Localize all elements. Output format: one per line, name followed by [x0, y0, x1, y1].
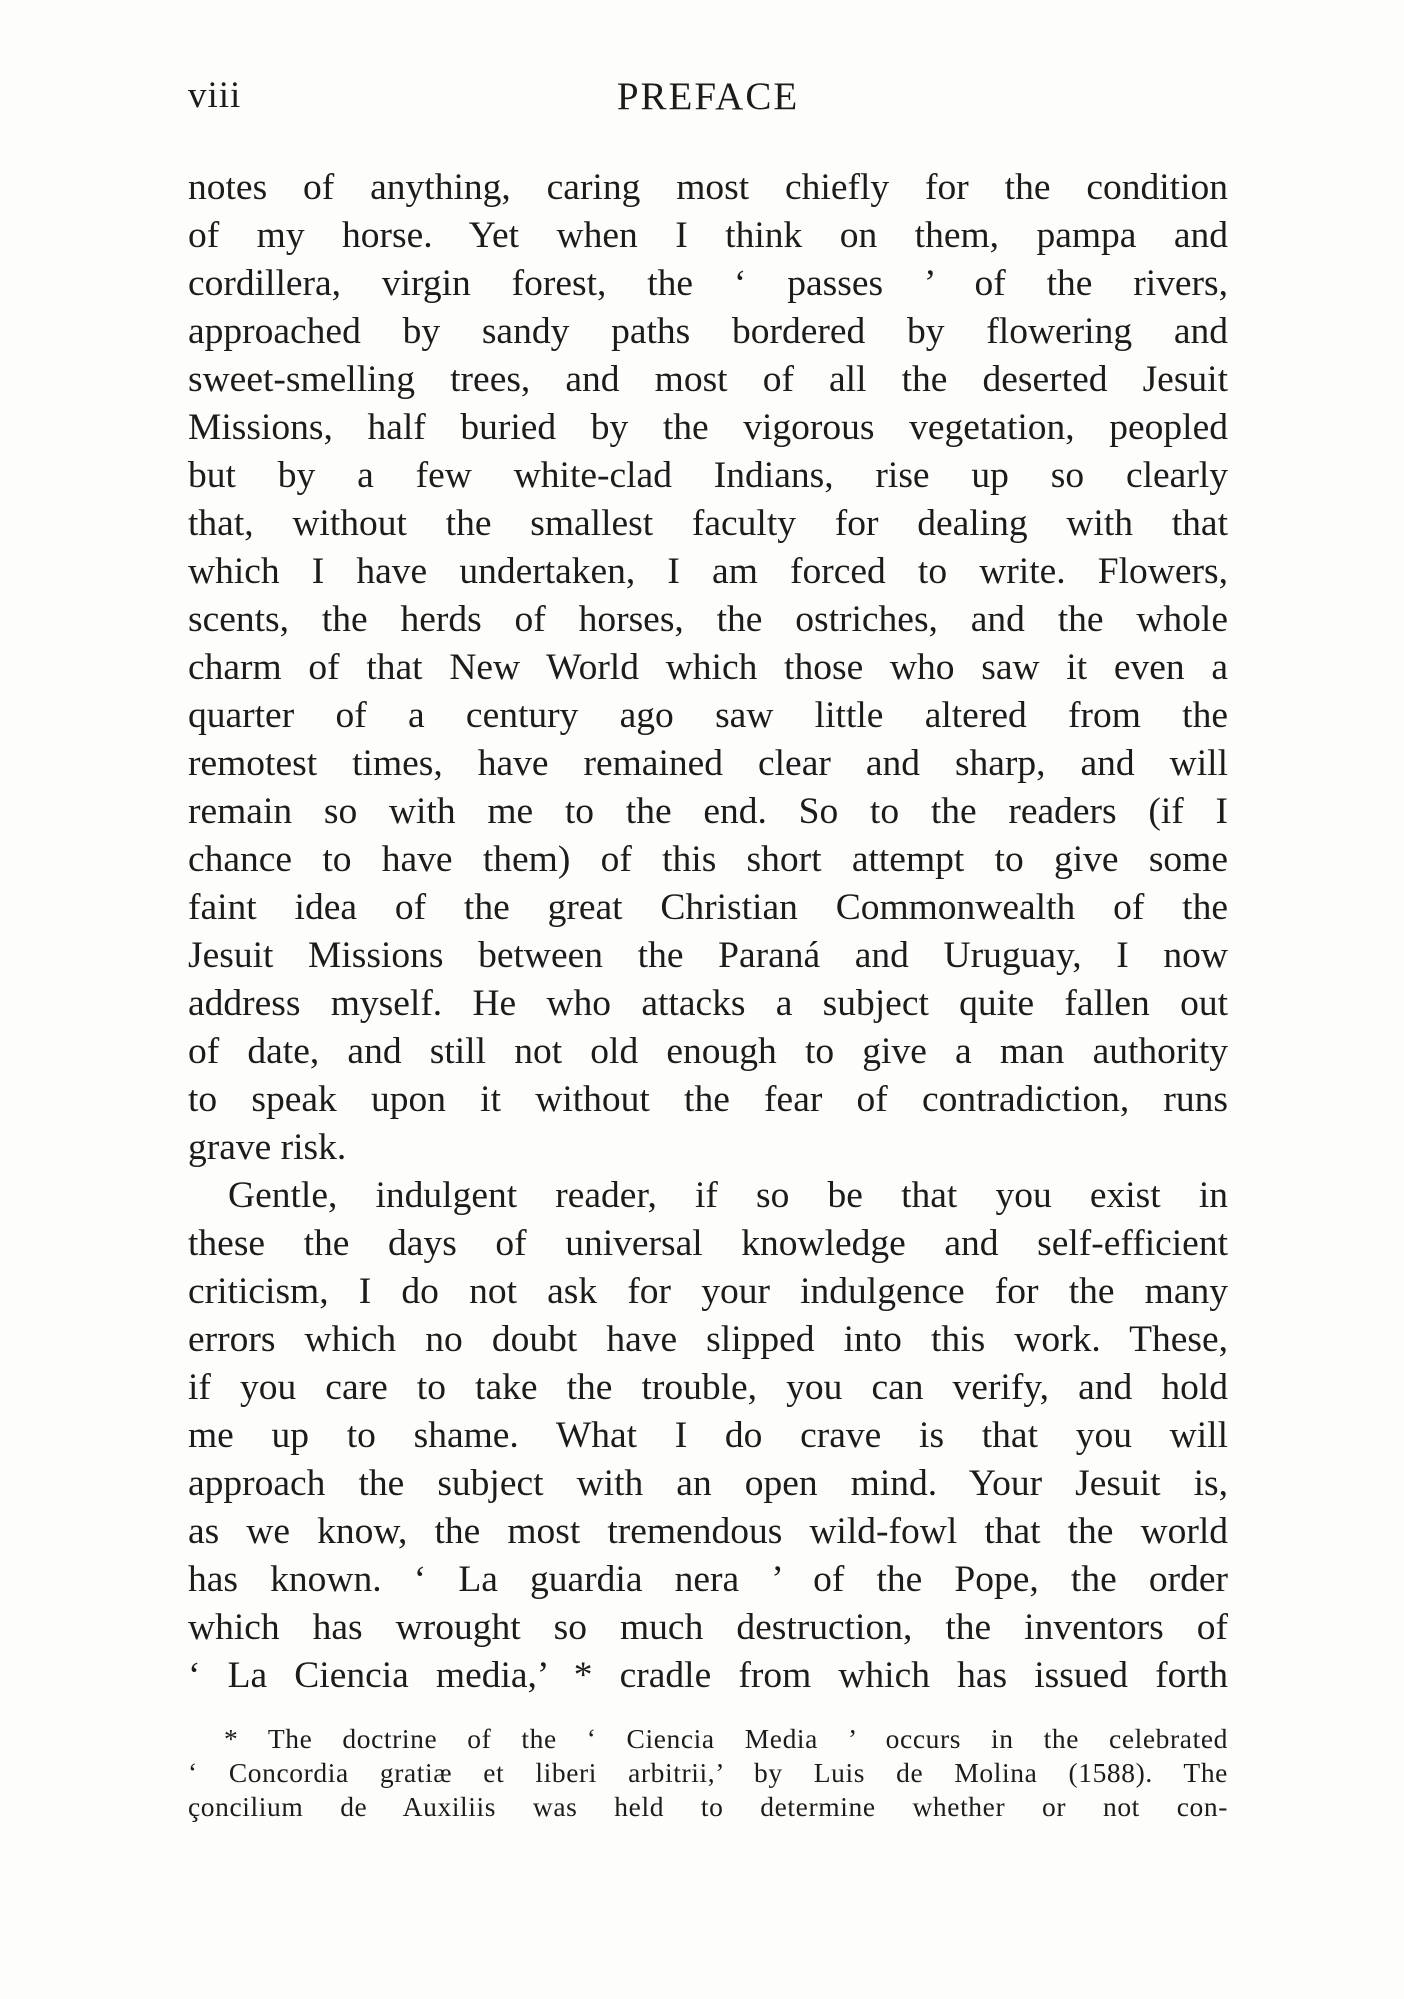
footnote-line: ‘ Concordia gratiæ et liberi arbitrii,’ by Luis de Molina (1588). The [188, 1757, 1228, 1788]
paragraph-end-line: grave risk. [188, 1127, 347, 1168]
body-text [188, 164, 1228, 1700]
paragraph-start-line: Gentle, indulgent reader, if so be that you exist in [228, 1175, 1228, 1216]
text-line: Jesuit Missions between the Paraná and Uruguay, I now [188, 935, 1228, 976]
text-line: address myself. He who attacks a subject quite fallen out [188, 983, 1228, 1024]
running-head [188, 74, 1228, 124]
text-line: notes of anything, caring most chiefly for the condition [188, 167, 1228, 208]
text-line: quarter of a century ago saw little altered from the [188, 695, 1228, 736]
text-line: that, without the smallest faculty for dealing with that [188, 503, 1228, 544]
footnote-line: * The doctrine of the ‘ Ciencia Media ’ occurs in the celebrated [224, 1723, 1228, 1754]
running-title: PREFACE [616, 75, 800, 118]
text-line: has known. ‘ La guardia nera ’ of the Pope, the order [188, 1559, 1228, 1600]
text-line: approach the subject with an open mind. Your Jesuit is, [188, 1463, 1228, 1504]
text-line: remain so with me to the end. So to the readers (if I [188, 791, 1228, 832]
text-line: criticism, I do not ask for your indulgence for the many [188, 1271, 1228, 1312]
footnote-line: çoncilium de Auxiliis was held to determine whether or not con- [188, 1791, 1228, 1822]
text-line: to speak upon it without the fear of contradiction, runs [188, 1079, 1228, 1120]
text-line: these the days of universal knowledge and self-efficient [188, 1223, 1228, 1264]
text-line: scents, the herds of horses, the ostriches, and the whole [188, 599, 1228, 640]
text-line: faint idea of the great Christian Commonwealth of the [188, 887, 1228, 928]
text-line: as we know, the most tremendous wild-fowl that the world [188, 1511, 1228, 1552]
text-line: of date, and still not old enough to give a man authority [188, 1031, 1228, 1072]
text-line: cordillera, virgin forest, the ‘ passes ’ of the rivers, [188, 263, 1228, 304]
text-line: chance to have them) of this short attempt to give some [188, 839, 1228, 880]
footnote [188, 1722, 1228, 1824]
text-line: ‘ La Ciencia media,’ * cradle from which has issued forth [188, 1655, 1228, 1696]
text-line: Missions, half buried by the vigorous vegetation, peopled [188, 407, 1228, 448]
text-line: sweet-smelling trees, and most of all the deserted Jesuit [188, 359, 1228, 400]
page-number: viii [188, 75, 242, 116]
text-line: if you care to take the trouble, you can verify, and hold [188, 1367, 1228, 1408]
text-line: which I have undertaken, I am forced to write. Flowers, [188, 551, 1228, 592]
text-line: of my horse. Yet when I think on them, pampa and [188, 215, 1228, 256]
text-line: me up to shame. What I do crave is that you will [188, 1415, 1228, 1456]
text-line: charm of that New World which those who saw it even a [188, 647, 1228, 688]
text-line: which has wrought so much destruction, the inventors of [188, 1607, 1228, 1648]
text-line: approached by sandy paths bordered by flowering and [188, 311, 1228, 352]
text-line: but by a few white-clad Indians, rise up so clearly [188, 455, 1228, 496]
text-line: remotest times, have remained clear and sharp, and will [188, 743, 1228, 784]
text-line: errors which no doubt have slipped into this work. These, [188, 1319, 1228, 1360]
